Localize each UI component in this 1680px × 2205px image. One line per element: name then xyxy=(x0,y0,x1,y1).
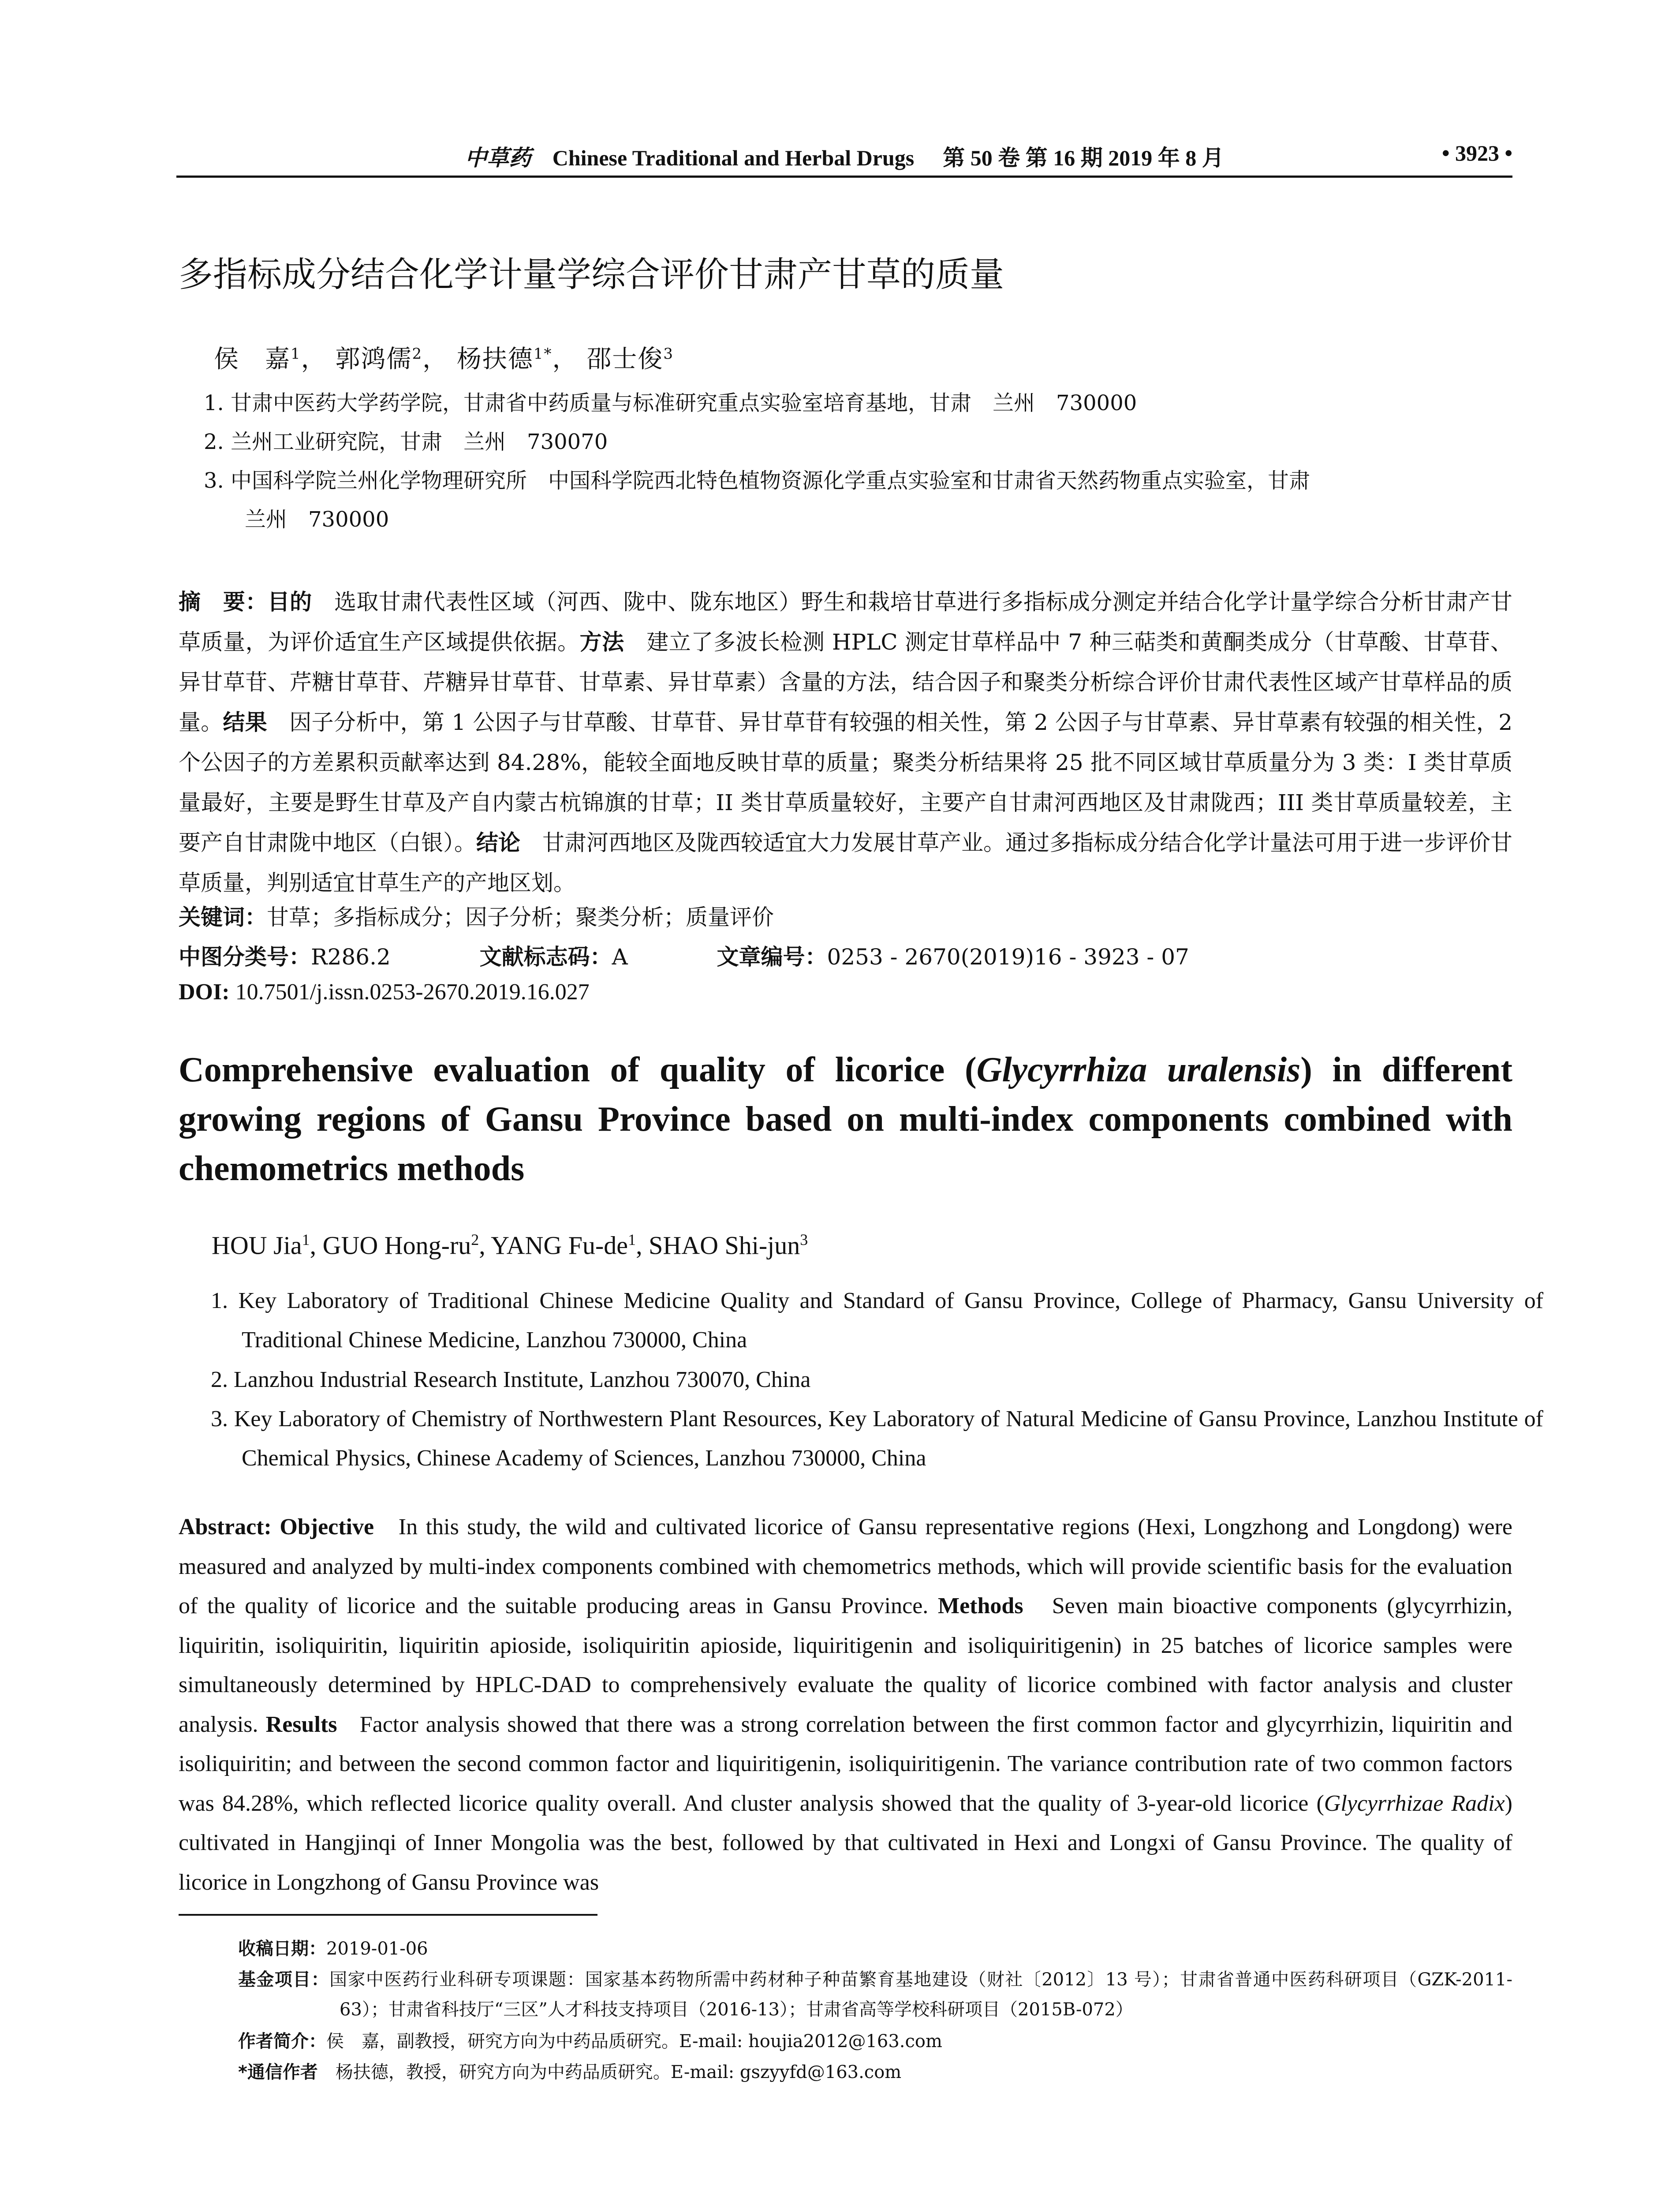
cn-author: 邵士俊 xyxy=(586,345,664,374)
en-title: Comprehensive evaluation of quality of licorice (Glycyrrhiza uralensis) in different growing regions of Gansu Province based on multi-index components combined with chemometrics methods xyxy=(179,1050,1512,1188)
footnote-corresponding: *通信作者 杨扶德，教授，研究方向为中药品质研究。E-mail: gszyyfd@163.com xyxy=(238,2062,902,2082)
en-author: SHAO Shi-jun xyxy=(649,1231,800,1260)
cn-authors: 侯 嘉$^1$， 郭鸿儒$^2$， 杨扶德$^{1*}$， 邵士俊$^3$ xyxy=(214,345,674,374)
cn-author: 杨扶德 xyxy=(456,345,534,374)
cn-abstract: 摘 要：目的 选取甘肃代表性区域（河西、陇中、陇东地区）野生和栽培甘草进行多指标成分测定并结合化学计量学综合分析甘肃产甘草质量，为评价适宜生产区域提供依据。方法 建立了多波长检测 HPLC 测定甘草样品中 7 种三萜类和黄酮类成分（甘草酸、甘草苷、异甘草苷、芹糖甘草苷、芹糖异甘草苷、甘草素、异甘草素）含量的方法，结合因子和聚类分析综合评价甘肃代表性区域产甘草样品的质量。结果 因子分析中，第 1 公因子与甘草酸、甘草苷、异甘草苷有较强的相关性，第 2 公因子与甘草素、异甘草素有较强的相关性，2 个公因子的方差累积贡献率达到 84.28%，能较全面地反映甘草的质量；聚类分析结果将 25 批不同区域甘草质量分为 3 类：I 类甘草质量最好，主要是野生甘草及产自内蒙古杭锦旗的甘草；II 类甘草质量较好，主要产自甘肃河西地区及甘肃陇西；III 类甘草质量较差，主要产自甘肃陇中地区（白银）。结论 甘肃河西地区及陇西较适宜大力发展甘草产业。通过多指标成分结合化学计量法可用于进一步评价甘草质量，判别适宜甘草生产的产地区划。 xyxy=(179,589,1513,896)
en-affiliation-1: 1. Key Laboratory of Traditional Chinese Medicine Quality and Standard of Gansu Province, College of Pharmacy, Gansu University of Traditional Chinese Medicine, Lanzhou 730000, China xyxy=(211,1288,1544,1353)
classification: 中图分类号：R286.2 文献标志码：A 文章编号：0253 - 2670(2019)16 - 3923 - 07 xyxy=(179,944,1189,970)
en-authors: HOU Jia$^1$, GUO Hong-$ru^2$, YANG $Fu-de^1$, SHAO Shi-jun$^3$ xyxy=(212,1231,808,1260)
en-author: GUO Hong-ru xyxy=(322,1231,471,1260)
cn-affiliation-3: 3. 中国科学院兰州化学物理研究所 中国科学院西北特色植物资源化学重点实验室和甘肃省天然药物重点实验室，甘肃 xyxy=(204,468,1310,493)
footnote-received: 收稿日期：2019-01-06 xyxy=(238,1939,428,1959)
journal-issue: 第 50 卷 第 16 期 2019 年 8 月 xyxy=(943,146,1224,170)
header-rule xyxy=(176,176,1512,178)
en-author: HOU Jia xyxy=(212,1231,302,1260)
cn-affiliation-2: 2. 兰州工业研究院，甘肃 兰州 730070 xyxy=(204,430,608,454)
cn-affiliation-3-cont: 兰州 730000 xyxy=(245,507,389,532)
cn-author: 侯 嘉 xyxy=(214,345,291,374)
cn-author: 郭鸿儒 xyxy=(335,345,412,374)
doi: DOI: 10.7501/j.issn.0253-2670.2019.16.027 xyxy=(179,979,590,1005)
journal-name: Chinese Traditional and Herbal Drugs xyxy=(552,146,915,170)
page-number: • 3923 • xyxy=(1441,141,1512,165)
cn-affiliation-1: 1. 甘肃中医药大学药学院，甘肃省中药质量与标准研究重点实验室培育基地，甘肃 兰州 730000 xyxy=(204,391,1137,415)
footnote-rule xyxy=(179,1914,597,1916)
running-header xyxy=(176,140,1512,171)
journal-logo: 中草药 xyxy=(465,145,531,171)
en-affiliation-2: 2. Lanzhou Industrial Research Institute, Lanzhou 730070, China xyxy=(211,1367,811,1392)
footnote-funding: 基金项目：国家中医药行业科研专项课题：国家基本药物所需中药材种子种苗繁育基地建设（财社〔2012〕13 号）；甘肃省普通中医药科研项目（GZK-2011-63）；甘肃省科技厅“三区”人才科技支持项目（2016-13）；甘肃省高等学校科研项目（2015B-072） xyxy=(238,1970,1512,2020)
cn-title: 多指标成分结合化学计量学综合评价甘肃产甘草的质量 xyxy=(179,255,1004,295)
footnote-author-bio: 作者简介：侯 嘉，副教授，研究方向为中药品质研究。E-mail: houjia2012@163.com xyxy=(238,2031,942,2052)
en-affiliation-3: 3. Key Laboratory of Chemistry of Northwestern Plant Resources, Key Laboratory of Natural Medicine of Gansu Province, Lanzhou Institute of Chemical Physics, Chinese Academy of Sciences, Lanzhou 730000, China xyxy=(211,1406,1544,1471)
en-abstract: Abstract: Objective In this study, the wild and cultivated licorice of Gansu representative regions (Hexi, Longzhong and Longdong) were measured and analyzed by multi-index components combined with chemometrics methods, which will provide scientific basis for the evaluation of the quality of licorice and the suitable producing areas in Gansu Province. Methods Seven main bioactive components (glycyrrhizin, liquiritin, isoliquiritin, liquiritin apioside, isoliquiritin apioside, liquiritigenin and isoliquiritigenin) in 25 batches of licorice samples were simultaneously determined by HPLC-DAD to comprehensively evaluate the quality of licorice combined with factor analysis and cluster analysis. Results Factor analysis showed that there was a strong correlation between the first common factor and glycyrrhizin, liquiritin and isoliquiritin; and between the second common factor and liquiritigenin, isoliquiritigenin. The variance contribution rate of two common factors was 84.28%, which reflected licorice quality overall. And cluster analysis showed that the quality of 3-year-old licorice (Glycyrrhizae Radix) cultivated in Hangjinqi of Inner Mongolia was the best, followed by that cultivated in Hexi and Longxi of Gansu Province. The quality of licorice in Longzhong of Gansu Province was xyxy=(179,1514,1513,1895)
en-author: YANG Fu-de xyxy=(491,1231,628,1260)
keywords: 关键词：甘草；多指标成分；因子分析；聚类分析；质量评价 xyxy=(179,904,774,930)
